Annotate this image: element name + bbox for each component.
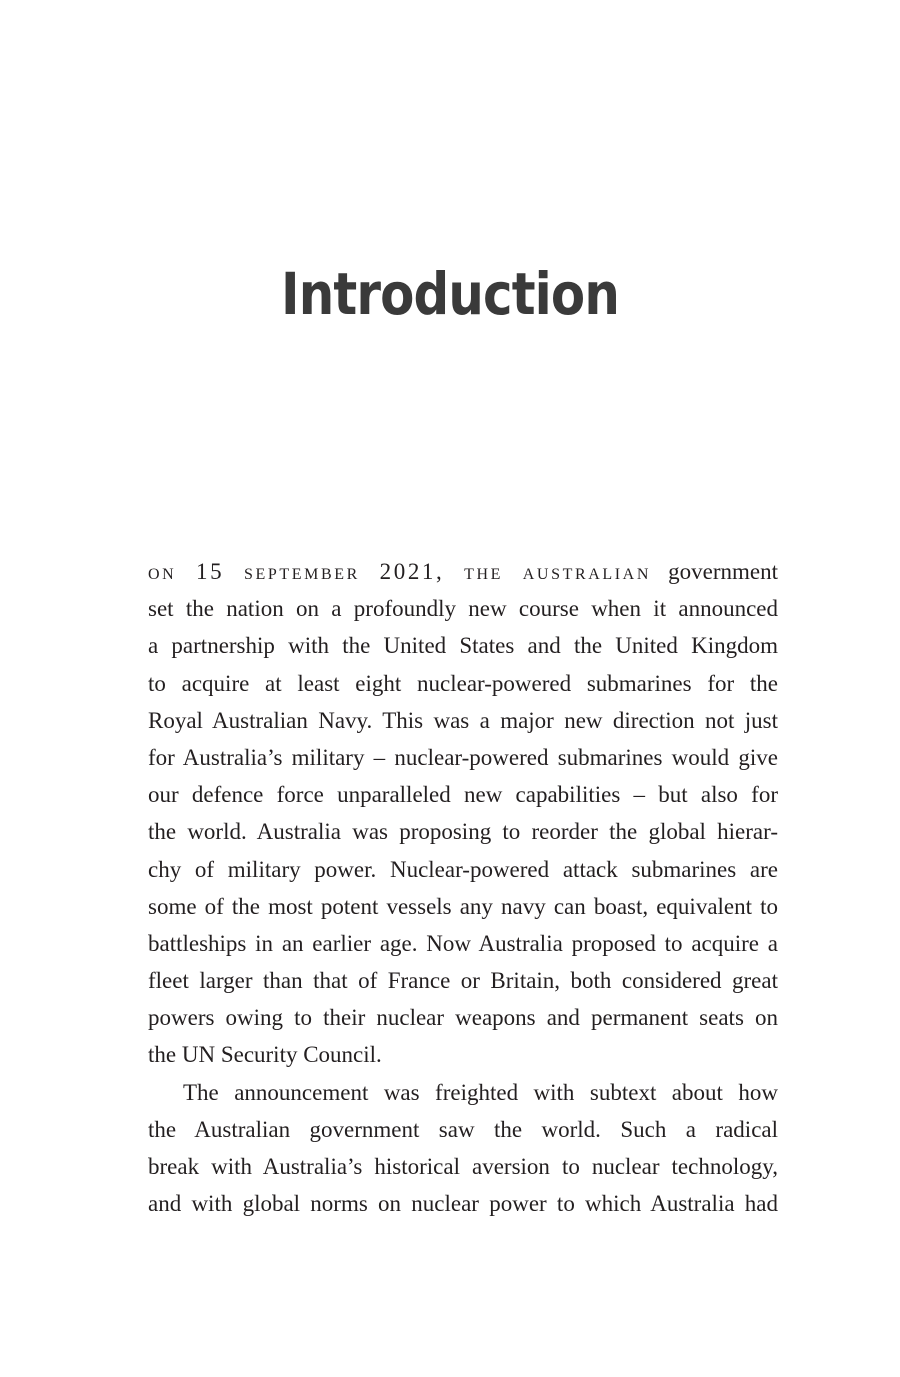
lead-in-smallcaps: on 15 september 2021, the australian [148,559,651,584]
paragraph-1-line: Royal Australian Navy. This was a major new direction not just [148,707,778,733]
paragraph-1-line: for Australia’s military – nuclear-powered submarines would give [148,744,778,770]
paragraph-1-line: powers owing to their nuclear weapons and permanent seats on [148,1005,778,1031]
paragraph-1-line: chy of military power. Nuclear-powered attack submarines are [148,856,778,882]
body-text [148,553,778,1222]
paragraph-1-line: our defence force unparalleled new capabilities – but also for [148,782,778,808]
paragraph-2-line: the Australian government saw the world. Such a radical [148,1116,778,1142]
paragraph-1-line: the world. Australia was proposing to reorder the global hierar- [148,819,778,845]
paragraph-1-line: some of the most potent vessels any navy can boast, equivalent to [148,893,778,919]
paragraph-1-line: to acquire at least eight nuclear-powered submarines for the [148,670,778,696]
paragraph-1-line-1-rest: government [668,559,778,584]
paragraph-1-line: a partnership with the United States and the United Kingdom [148,633,778,659]
paragraph-1-line: battleships in an earlier age. Now Australia proposed to acquire a [148,930,778,956]
paragraph-1-line: fleet larger than that of France or Britain, both considered great [148,968,778,994]
paragraph-2-line: The announcement was freighted with subtext about how [183,1079,778,1105]
paragraph-1-line-1 [148,553,778,590]
paragraph-1-line: the UN Security Council. [148,1042,382,1068]
chapter-title: Introduction [281,260,619,328]
paragraph-1-line: set the nation on a profoundly new course when it announced [148,596,778,622]
paragraph-2-line: break with Australia’s historical aversion to nuclear technology, [148,1154,778,1179]
paragraph-2-line: and with global norms on nuclear power to which Australia had [148,1191,778,1217]
